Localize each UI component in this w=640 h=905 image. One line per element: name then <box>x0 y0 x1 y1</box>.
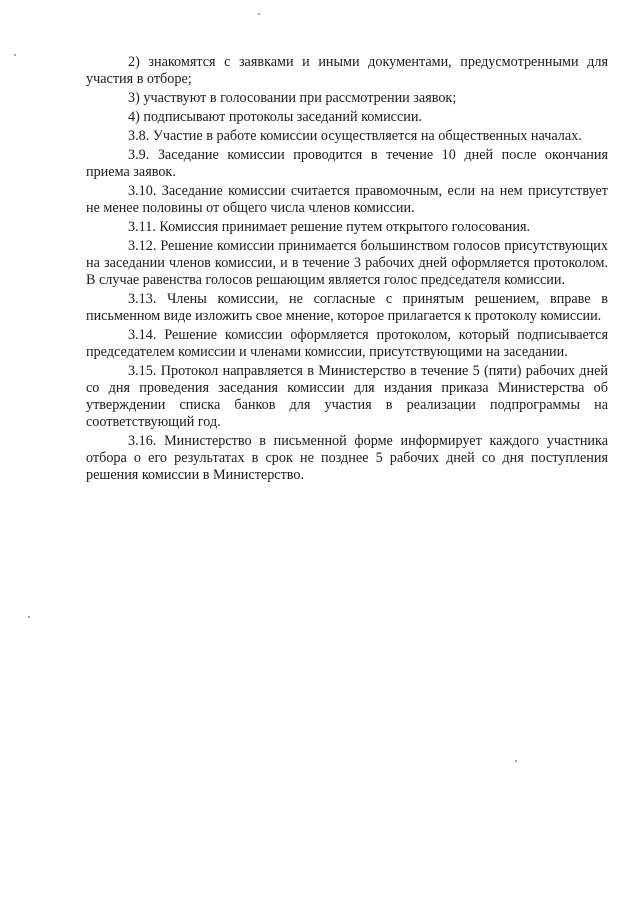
scan-speck <box>14 54 16 56</box>
paragraph: 3.15. Протокол направляется в Министерство в течение 5 (пяти) рабочих дней со дня проведения заседания комиссии для издания приказа Министерства об утверждении списка банков для участия в реализации подпрограммы на соответствующий год. <box>86 363 608 430</box>
paragraph: 3.12. Решение комиссии принимается большинством голосов присутствующих на заседании членов комиссии, и в течение 3 рабочих дней оформляется протоколом. В случае равенства голосов решающим является голос председателя комиссии. <box>86 238 608 288</box>
paragraph: 3.16. Министерство в письменной форме информирует каждого участника отбора о его результатах в срок не позднее 5 рабочих дней со дня поступления решения комиссии в Министерство. <box>86 433 608 483</box>
paragraph: 3.9. Заседание комиссии проводится в течение 10 дней после окончания приема заявок. <box>86 147 608 180</box>
paragraph: 4) подписывают протоколы заседаний комиссии. <box>128 109 422 125</box>
paragraph: 3) участвуют в голосовании при рассмотрении заявок; <box>128 90 457 106</box>
paragraph: 3.10. Заседание комиссии считается правомочным, если на нем присутствует не менее половины от общего числа членов комиссии. <box>86 183 608 216</box>
paragraph: 3.14. Решение комиссии оформляется протоколом, который подписывается председателем комиссии и членами комиссии, присутствующими на заседании. <box>86 327 608 360</box>
paragraph: 3.11. Комиссия принимает решение путем открытого голосования. <box>128 219 531 235</box>
scan-speck <box>258 13 260 15</box>
scan-speck <box>28 616 30 618</box>
paragraph: 3.8. Участие в работе комиссии осуществляется на общественных началах. <box>128 128 582 144</box>
paragraph: 3.13. Члены комиссии, не согласные с принятым решением, вправе в письменном виде изложить свое мнение, которое прилагается к протоколу комиссии. <box>86 291 608 324</box>
paragraph: 2) знакомятся с заявками и иными документами, предусмотренными для участия в отборе; <box>86 54 608 87</box>
document-body <box>86 54 608 486</box>
scan-speck <box>515 760 517 762</box>
